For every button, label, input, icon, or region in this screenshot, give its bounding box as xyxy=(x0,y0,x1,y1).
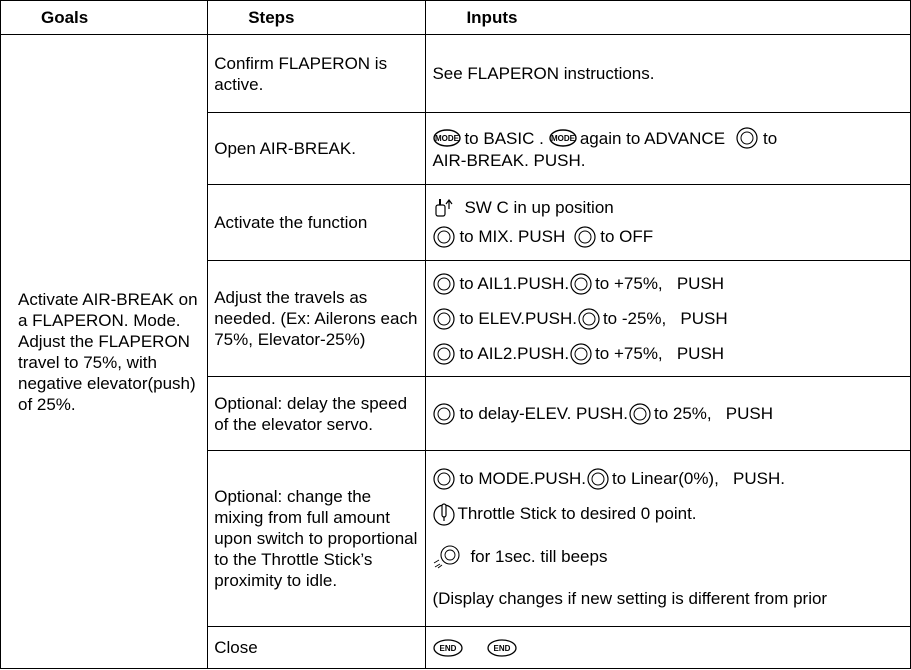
step-text: Confirm FLAPERON is active. xyxy=(214,53,388,94)
mode-button-icon xyxy=(432,128,462,148)
step-cell xyxy=(208,185,426,261)
step-cell xyxy=(208,627,426,669)
header-goals: Goals xyxy=(1,1,208,35)
input-text: Throttle Stick to desired 0 point. xyxy=(457,504,697,523)
header-steps: Steps xyxy=(208,1,426,35)
mode-label: MODE xyxy=(550,134,575,143)
dial-icon xyxy=(432,225,456,249)
input-text: to Linear(0%), PUSH. xyxy=(612,469,785,488)
dial-icon xyxy=(432,307,456,331)
input-text: for 1sec. till beeps xyxy=(470,546,608,566)
input-text: to AIL2.PUSH. xyxy=(459,344,570,363)
inputs-cell xyxy=(426,35,911,113)
throttle-stick-icon xyxy=(432,501,456,527)
step-cell xyxy=(208,451,426,627)
inputs-cell xyxy=(426,261,911,377)
inputs-cell xyxy=(426,627,911,669)
end-button-icon xyxy=(486,638,518,658)
dial-icon xyxy=(586,467,610,491)
mode-button-icon xyxy=(548,128,578,148)
input-text: to -25%, PUSH xyxy=(602,309,728,328)
step-text: Close xyxy=(214,638,258,657)
step-cell xyxy=(208,35,426,113)
dial-icon xyxy=(432,402,456,426)
inputs-cell xyxy=(426,451,911,627)
input-text: to delay-ELEV. PUSH. xyxy=(459,404,628,423)
input-text: to MODE.PUSH. xyxy=(459,469,587,488)
goal-text: Activate AIR-BREAK on a FLAPERON. Mode. Adjust the FLAPERON travel to 75%, with negative elevator(push) of 25%. xyxy=(18,289,198,414)
dial-icon xyxy=(432,467,456,491)
step-cell xyxy=(208,261,426,377)
step-text: Optional: delay the speed of the elevator servo. xyxy=(214,393,408,434)
input-text: again to ADVANCE xyxy=(579,128,726,148)
input-text: to ELEV.PUSH. xyxy=(459,309,577,328)
step-text: Activate the function xyxy=(214,213,368,232)
end-label: END xyxy=(440,643,457,653)
goal-cell xyxy=(1,35,208,669)
input-text: (Display changes if new setting is different from prior xyxy=(432,589,828,608)
input-text: to BASIC . xyxy=(464,128,544,148)
input-text: to OFF xyxy=(600,227,654,246)
input-text: to AIL1.PUSH. xyxy=(459,274,570,293)
mode-label: MODE xyxy=(435,134,460,143)
input-text: to +75%, PUSH xyxy=(595,344,725,363)
step-row-confirm xyxy=(1,35,911,113)
end-label: END xyxy=(494,643,511,653)
input-text: to xyxy=(763,128,778,148)
step-cell xyxy=(208,377,426,451)
dial-press-icon xyxy=(432,543,462,569)
dial-icon xyxy=(628,402,652,426)
dial-icon xyxy=(735,126,759,150)
step-text: Adjust the travels as needed. (Ex: Ailerons each 75%, Elevator-25%) xyxy=(214,288,418,349)
header-row xyxy=(1,1,911,35)
inputs-cell xyxy=(426,113,911,185)
dial-icon xyxy=(569,272,593,296)
dial-icon xyxy=(573,225,597,249)
input-text: See FLAPERON instructions. xyxy=(432,64,655,83)
step-text: Optional: change the mixing from full amount upon switch to proportional to the Throttle Stick’s proximity to idle. xyxy=(214,487,418,590)
input-text: AIR-BREAK. PUSH. xyxy=(432,151,586,170)
inputs-cell xyxy=(426,377,911,451)
input-text: to 25%, PUSH xyxy=(653,404,774,423)
input-text: to MIX. PUSH xyxy=(459,227,566,246)
input-text: SW C in up position xyxy=(464,198,614,217)
step-text: Open AIR-BREAK. xyxy=(214,139,356,158)
end-button-icon xyxy=(432,638,464,658)
dial-icon xyxy=(432,272,456,296)
dial-icon xyxy=(569,342,593,366)
input-text: to +75%, PUSH xyxy=(595,274,725,293)
dial-icon xyxy=(432,342,456,366)
switch-icon xyxy=(432,197,454,219)
dial-icon xyxy=(577,307,601,331)
inputs-cell xyxy=(426,185,911,261)
header-inputs: Inputs xyxy=(426,1,911,35)
step-cell xyxy=(208,113,426,185)
